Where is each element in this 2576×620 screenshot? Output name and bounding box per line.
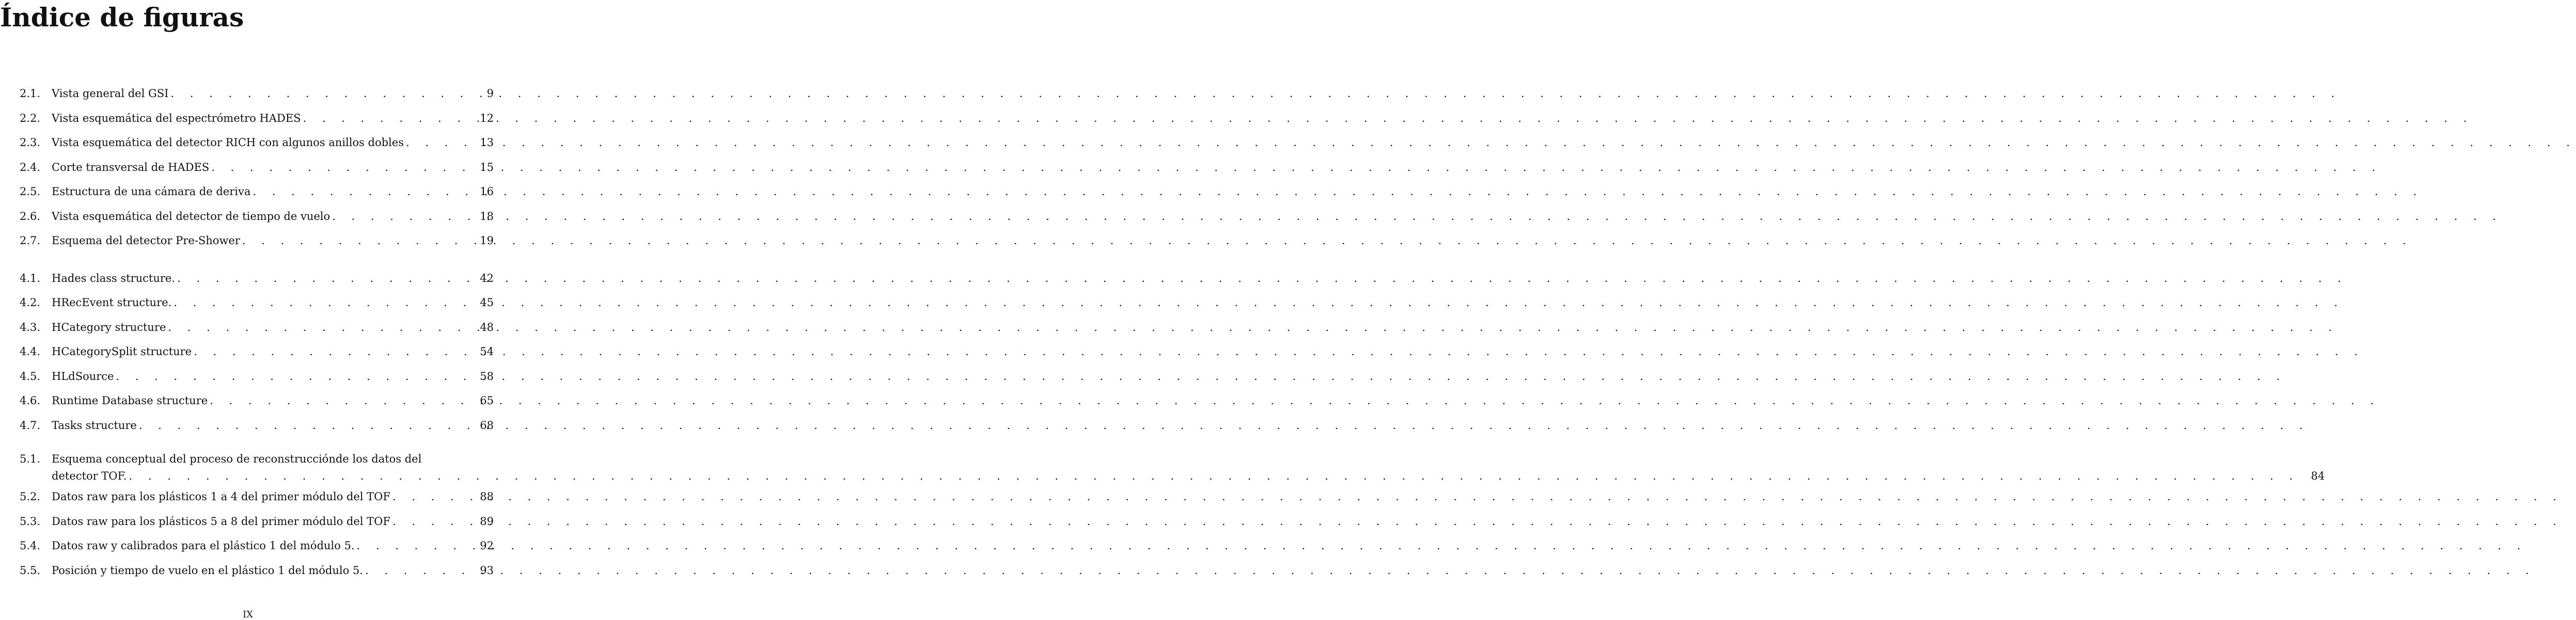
figure-page-number: 9 bbox=[486, 87, 494, 100]
figure-page-number: 42 bbox=[480, 272, 494, 284]
leader-dots bbox=[392, 485, 2563, 510]
leader-dots bbox=[129, 468, 2299, 485]
page-title: Índice de figuras bbox=[0, 2, 244, 33]
figure-page-number: 16 bbox=[480, 185, 494, 198]
figure-caption: HCategorySplit structure bbox=[52, 345, 192, 358]
leader-dots bbox=[116, 364, 2286, 389]
leader-dots bbox=[211, 155, 2381, 180]
figure-number: 2.1. bbox=[20, 87, 41, 100]
figure-group bbox=[20, 451, 2325, 583]
leader-dots bbox=[177, 266, 2347, 291]
leader-dots bbox=[332, 204, 2502, 229]
figure-entry[interactable] bbox=[20, 364, 496, 389]
figure-caption: Estructura de una cámara de deriva bbox=[52, 185, 251, 198]
figure-entry[interactable] bbox=[20, 131, 496, 155]
figure-entry[interactable] bbox=[20, 510, 496, 534]
figure-entry[interactable] bbox=[20, 559, 496, 583]
figure-page-number: 88 bbox=[480, 490, 494, 503]
leader-dots bbox=[174, 291, 2344, 315]
figure-entry[interactable] bbox=[20, 315, 496, 340]
figure-index-list bbox=[20, 82, 2325, 596]
figure-entry[interactable] bbox=[20, 180, 496, 204]
figure-page-number: 45 bbox=[480, 296, 494, 309]
figure-page-number: 84 bbox=[2311, 470, 2325, 482]
figure-number: 4.2. bbox=[20, 296, 41, 309]
figure-number: 2.5. bbox=[20, 185, 41, 198]
figure-caption: Vista esquemática del detector de tiempo de vuelo bbox=[52, 210, 331, 222]
figure-number: 4.4. bbox=[20, 345, 41, 358]
figure-page-number: 19 bbox=[480, 234, 494, 247]
leader-dots bbox=[365, 559, 2535, 583]
figure-caption: Hades class structure. bbox=[52, 272, 176, 284]
leader-dots bbox=[253, 180, 2423, 204]
leader-dots bbox=[139, 414, 2309, 438]
figure-number: 4.1. bbox=[20, 272, 41, 284]
figure-page-number: 12 bbox=[480, 112, 494, 124]
figure-group bbox=[20, 266, 496, 438]
figure-caption: Datos raw para los plásticos 1 a 4 del primer módulo del TOF bbox=[52, 490, 390, 503]
figure-caption: Vista general del GSI bbox=[52, 87, 169, 100]
leader-dots bbox=[194, 340, 2364, 364]
figure-number: 5.1. bbox=[20, 453, 41, 465]
figure-number: 4.5. bbox=[20, 370, 41, 383]
leader-dots bbox=[242, 229, 2412, 253]
page-number-footer: IX bbox=[243, 609, 253, 620]
figure-entry[interactable] bbox=[20, 266, 496, 291]
figure-caption: Datos raw y calibrados para el plástico 1 del módulo 5. bbox=[52, 539, 355, 552]
figure-page-number: 89 bbox=[480, 515, 494, 528]
figure-page-number: 65 bbox=[480, 394, 494, 407]
figure-number: 4.6. bbox=[20, 394, 41, 407]
figure-number: 2.7. bbox=[20, 234, 41, 247]
figure-caption: HLdSource bbox=[52, 370, 114, 383]
figure-number: 4.3. bbox=[20, 321, 41, 333]
figure-number: 5.4. bbox=[20, 539, 41, 552]
figure-page-number: 13 bbox=[480, 136, 494, 149]
figure-caption: Vista esquemática del detector RICH con algunos anillos dobles bbox=[52, 136, 404, 149]
figure-caption-continued: detector TOF. bbox=[52, 470, 127, 482]
figure-page-number: 54 bbox=[480, 345, 494, 358]
figure-entry[interactable] bbox=[20, 485, 496, 510]
figure-entry[interactable] bbox=[20, 340, 496, 364]
figure-number: 4.7. bbox=[20, 419, 41, 432]
figure-number: 2.4. bbox=[20, 161, 41, 173]
leader-dots bbox=[357, 534, 2527, 559]
figure-entry[interactable] bbox=[20, 155, 496, 180]
figure-entry[interactable] bbox=[20, 106, 496, 131]
figure-page-number: 93 bbox=[480, 564, 494, 577]
figure-number: 2.3. bbox=[20, 136, 41, 149]
figure-page-number: 58 bbox=[480, 370, 494, 383]
figure-caption: Posición y tiempo de vuelo en el plástico 1 del módulo 5. bbox=[52, 564, 363, 577]
leader-dots bbox=[392, 510, 2563, 534]
leader-dots bbox=[210, 389, 2380, 414]
figure-entry[interactable] bbox=[20, 534, 496, 559]
figure-number: 2.6. bbox=[20, 210, 41, 222]
figure-caption: Vista esquemática del espectrómetro HADES bbox=[52, 112, 301, 124]
figure-number: 5.5. bbox=[20, 564, 41, 577]
figure-caption: Tasks structure bbox=[52, 419, 137, 432]
figure-page-number: 92 bbox=[480, 539, 494, 552]
figure-number: 5.3. bbox=[20, 515, 41, 528]
figure-caption: Esquema del detector Pre-Shower bbox=[52, 234, 240, 247]
figure-page-number: 18 bbox=[480, 210, 494, 222]
figure-entry[interactable] bbox=[20, 451, 2325, 485]
leader-dots bbox=[170, 82, 2341, 106]
figure-entry[interactable] bbox=[20, 82, 496, 106]
figure-entry[interactable] bbox=[20, 291, 496, 315]
figure-caption: HCategory structure bbox=[52, 321, 166, 333]
figure-entry[interactable] bbox=[20, 414, 496, 438]
figure-entry[interactable] bbox=[20, 389, 496, 414]
figure-number: 2.2. bbox=[20, 112, 41, 124]
figure-caption: Corte transversal de HADES bbox=[52, 161, 210, 173]
figure-caption: Datos raw para los plásticos 5 a 8 del primer módulo del TOF bbox=[52, 515, 390, 528]
figure-number: 5.2. bbox=[20, 490, 41, 503]
figure-entry[interactable] bbox=[20, 229, 496, 253]
figure-page-number: 15 bbox=[480, 161, 494, 173]
figure-caption: Runtime Database structure bbox=[52, 394, 208, 407]
figure-page-number: 48 bbox=[480, 321, 494, 333]
figure-page-number: 68 bbox=[480, 419, 494, 432]
leader-dots bbox=[406, 131, 2576, 155]
figure-caption: Esquema conceptual del proceso de reconstrucciónde los datos del bbox=[52, 453, 422, 465]
figure-group bbox=[20, 82, 496, 253]
leader-dots bbox=[303, 106, 2473, 131]
figure-caption: HRecEvent structure. bbox=[52, 296, 172, 309]
figure-entry[interactable] bbox=[20, 204, 496, 229]
